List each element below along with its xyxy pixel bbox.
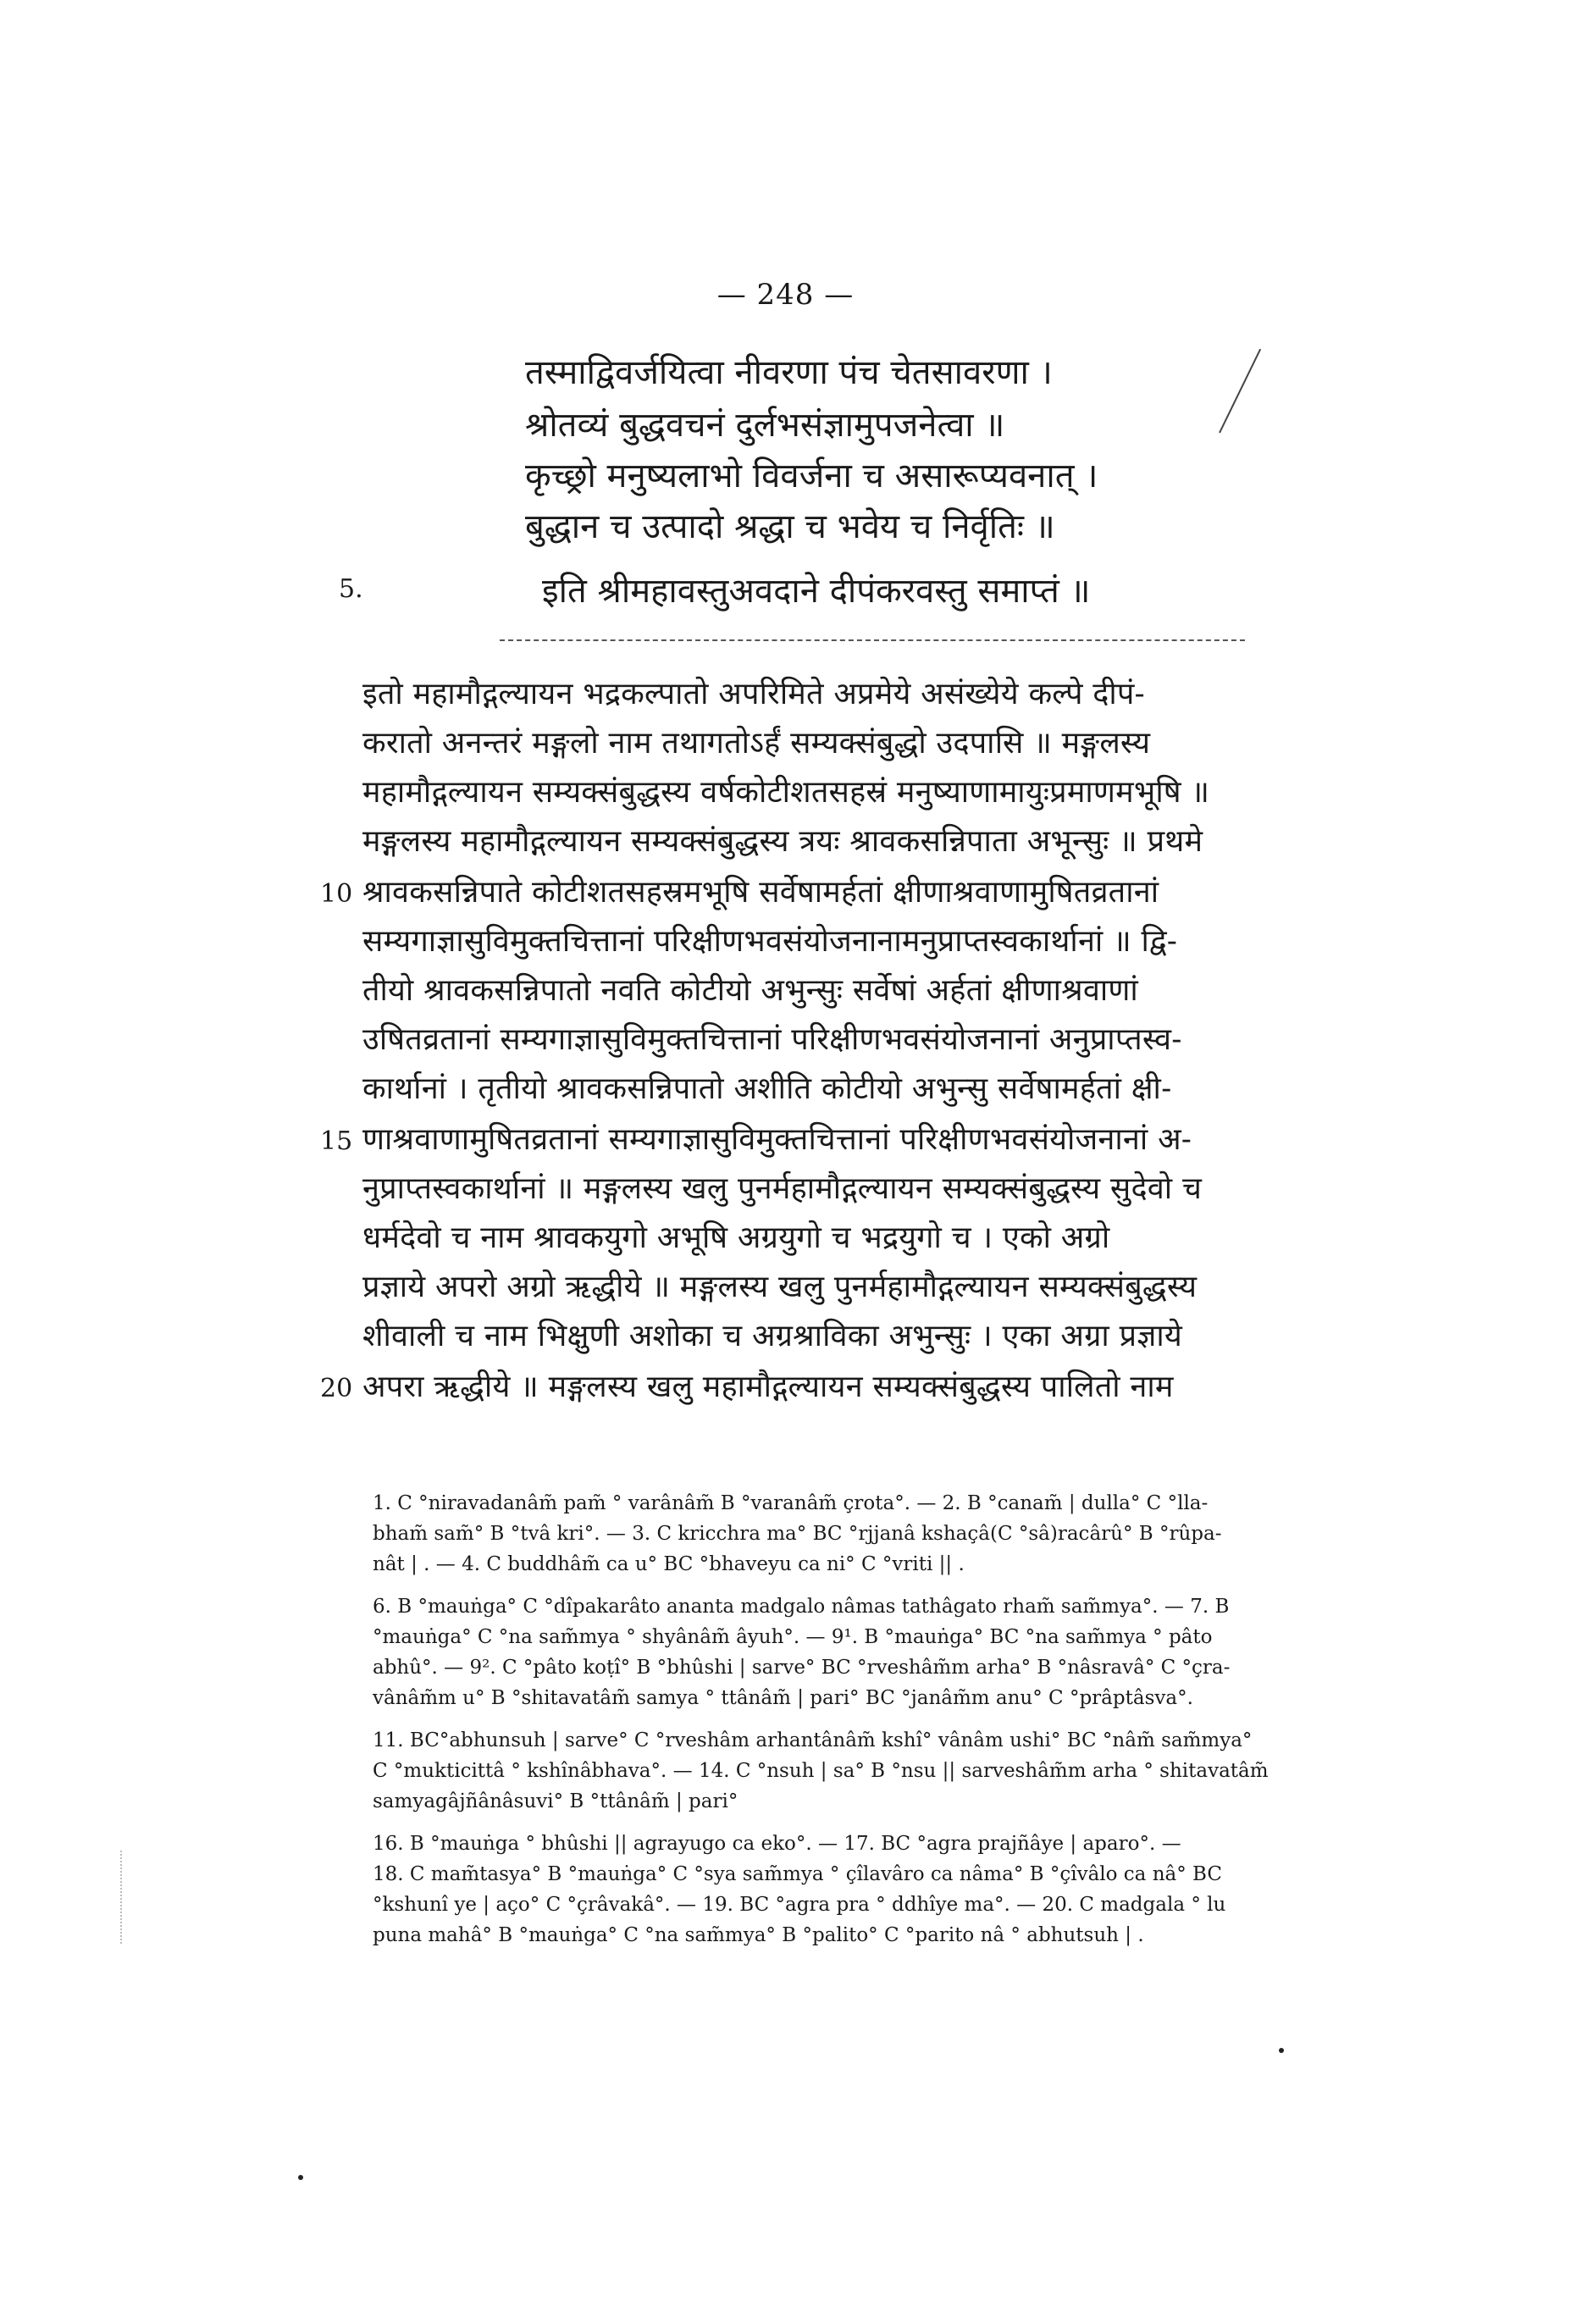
prose-line: करातो अनन्तरं मङ्गलो नाम तथागतोऽर्हं सम्यक्संबुद्धो उदपासि ॥ मङ्गलस्य	[362, 726, 1151, 761]
prose-line: सम्यगाज्ञासुविमुक्तचित्तानां परिक्षीणभवसंयोजनानामनुप्राप्तस्वकार्थानां ॥ द्वि-	[362, 924, 1178, 959]
prose-line: तीयो श्रावकसन्निपातो नवति कोटीयो अभुन्सुः सर्वेषां अर्हतां क्षीणाश्रवाणां	[362, 973, 1138, 1008]
colophon-line: इति श्रीमहावस्तुअवदाने दीपंकरवस्तु समाप्तं ॥	[542, 572, 1091, 611]
footnote-line: 11. BC°abhunsuh | sarve° C °rveshâm arhantânâm̃ kshî° vânâm ushi° BC °nâm̃ sam̃mya°	[373, 1729, 1253, 1751]
footnote-line: abhû°. — 9². C °pâto koṭî° B °bhûshi | sarve° BC °rveshâm̃m arha° B °nâsravâ° C °çra-	[373, 1657, 1231, 1679]
footnote-line: puna mahâ° B °mauṅga° C °na sam̃mya° B °palito° C °parito nâ ° abhutsuh | .	[373, 1924, 1144, 1946]
prose-line: महामौद्गल्यायन सम्यक्संबुद्धस्य वर्षकोटीशतसहस्रं मनुष्याणामायुःप्रमाणमभूषि ॥	[362, 775, 1210, 810]
line-number: 10	[320, 879, 353, 909]
prose-line: मङ्गलस्य महामौद्गल्यायन सम्यक्संबुद्धस्य त्रयः श्रावकसन्निपाता अभून्सुः ॥ प्रथमे	[362, 824, 1203, 859]
footnote-line: nât | . — 4. C buddhâm̃ ca u° BC °bhaveyu ca ni° C °vriti || .	[373, 1553, 965, 1575]
verse-line: श्रोतव्यं बुद्धवचनं दुर्लभसंज्ञामुपजनेत्वा ॥	[525, 406, 1005, 445]
prose-line: नुप्राप्तस्वकार्थानां ॥ मङ्गलस्य खलु पुनर्महामौद्गल्यायन सम्यक्संबुद्धस्य सुदेवो च	[362, 1171, 1203, 1206]
prose-line: कार्थानां । तृतीयो श्रावकसन्निपातो अशीति कोटीयो अभुन्सु सर्वेषामर्हतां क्षी-	[362, 1071, 1172, 1106]
line-number: 20	[320, 1374, 353, 1403]
prose-line: इतो महामौद्गल्यायन भद्रकल्पातो अपरिमिते अप्रमेये असंख्येये कल्पे दीपं-	[362, 677, 1145, 711]
divider	[500, 639, 1245, 641]
scan-artifact	[1279, 2048, 1284, 2053]
footnote-line: C °mukticittâ ° kshînâbhava°. — 14. C °nsuh | sa° B °nsu || sarveshâm̃m arha ° shitavatâm̃	[373, 1760, 1269, 1782]
footnote-line: bham̃ sam̃° B °tvâ kri°. — 3. C kricchra ma° BC °rjjanâ kshaçâ(C °sâ)racârû° B °rûpa-	[373, 1523, 1222, 1545]
prose-line: श्रावकसन्निपाते कोटीशतसहस्रमभूषि सर्वेषामर्हतां क्षीणाश्रवाणामुषितव्रतानां	[362, 875, 1159, 910]
footnote-line: 16. B °mauṅga ° bhûshi || agrayugo ca eko°. — 17. BC °agra prajñâye | aparo°. —	[373, 1833, 1181, 1855]
prose-line: अपरा ऋद्धीये ॥ मङ्गलस्य खलु महामौद्गल्यायन सम्यक्संबुद्धस्य पालितो नाम	[362, 1370, 1174, 1404]
footnote-line: 18. C mam̃tasya° B °mauṅga° C °sya sam̃mya ° çîlavâro ca nâma° B °çîvâlo ca nâ° BC	[373, 1863, 1222, 1885]
footnote-line: 1. C °niravadanâm̃ pam̃ ° varânâm̃ B °varanâm̃ çrota°. — 2. B °canam̃ | dulla° C °lla-	[373, 1492, 1209, 1514]
prose-line: णाश्रवाणामुषितव्रतानां सम्यगाज्ञासुविमुक्तचित्तानां परिक्षीणभवसंयोजनानां अ-	[362, 1122, 1192, 1157]
verse-line: बुद्धान च उत्पादो श्रद्धा च भवेय च निर्वृतिः ॥	[525, 507, 1055, 546]
footnote-line: °mauṅga° C °na sam̃mya ° shyânâm̃ âyuh°. — 9¹. B °mauṅga° BC °na sam̃mya ° pâto	[373, 1626, 1213, 1648]
line-number: 5.	[339, 574, 363, 604]
prose-line: शीवाली च नाम भिक्षुणी अशोका च अग्रश्राविका अभुन्सुः । एका अग्रा प्रज्ञाये	[362, 1319, 1182, 1353]
footnote-line: °kshunî ye | açο° C °çrâvakâ°. — 19. BC °agra pra ° ddhîye ma°. — 20. C madgala ° lu	[373, 1894, 1226, 1916]
verse-line: कृच्छ्रो मनुष्यलाभो विवर्जना च असारूप्यवनात् ।	[525, 456, 1098, 495]
scan-artifact	[298, 2175, 303, 2180]
scan-artifact	[120, 1851, 127, 1944]
line-number: 15	[320, 1126, 353, 1156]
footnote-line: samyagâjñânâsuvi° B °ttânâm̃ | pari°	[373, 1790, 738, 1812]
prose-line: धर्मदेवो च नाम श्रावकयुगो अभूषि अग्रयुगो च भद्रयुगो च । एको अग्रो	[362, 1220, 1110, 1255]
page-number: — 248 —	[716, 278, 855, 312]
prose-line: उषितव्रतानां सम्यगाज्ञासुविमुक्तचित्तानां परिक्षीणभवसंयोजनानां अनुप्राप्तस्व-	[362, 1022, 1182, 1057]
footnote-line: vânâm̃m u° B °shitavatâm̃ samya ° ttânâm̃ | pari° BC °janâm̃m anu° C °prâptâsva°.	[373, 1687, 1193, 1709]
footnote-line: 6. B °mauṅga° C °dîpakarâto ananta madgalo nâmas tathâgato rham̃ sam̃mya°. — 7. B	[373, 1596, 1230, 1618]
prose-line: प्रज्ञाये अपरो अग्रो ऋद्धीये ॥ मङ्गलस्य खलु पुनर्महामौद्गल्यायन सम्यक्संबुद्धस्य	[362, 1270, 1198, 1304]
verse-line: तस्माद्विवर्जयित्वा नीवरणा पंच चेतसावरणा ।	[525, 353, 1053, 392]
